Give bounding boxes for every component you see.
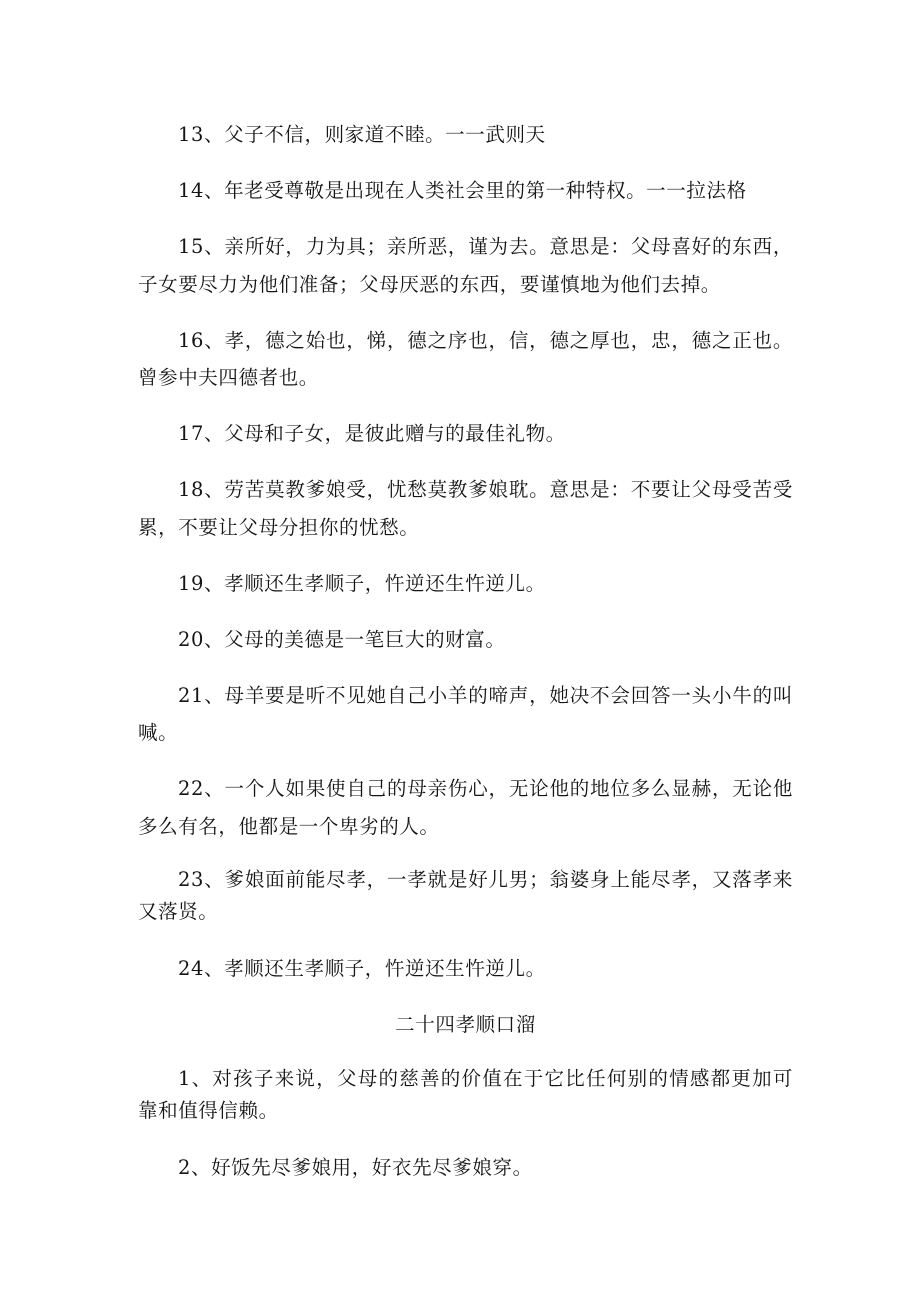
paragraph-15: 15、亲所好，力为具；亲所恶，谨为去。意思是：父母喜好的东西，子女要尽力为他们准备；父母厌恶的东西，要谨慎地为他们去掉。 <box>138 235 793 296</box>
paragraph-24: 24、孝顺还生孝顺子，忤逆还生忤逆儿。 <box>177 956 546 980</box>
paragraph-20: 20、父母的美德是一笔巨大的财富。 <box>177 627 506 651</box>
paragraph-23: 23、爹娘面前能尽孝，一孝就是好儿男；翁婆身上能尽孝，又落孝来又落贤。 <box>138 867 793 923</box>
document-body <box>138 116 793 1205</box>
section-heading: 二十四孝顺口溜 <box>395 1012 536 1036</box>
paragraph-14: 14、年老受尊敬是出现在人类社会里的第一种特权。一一拉法格 <box>177 179 747 202</box>
section-paragraph-2: 2、好饭先尽爹娘用，好衣先尽爹娘穿。 <box>177 1156 533 1179</box>
paragraph-18: 18、劳苦莫教爹娘受，忧愁莫教爹娘耽。意思是：不要让父母受苦受累，不要让父母分担你的忧愁。 <box>138 478 793 539</box>
paragraph-19: 19、孝顺还生孝顺子，忤逆还生忤逆儿。 <box>177 571 546 595</box>
paragraph-22: 22、一个人如果使自己的母亲伤心，无论他的地位多么显赫，无论他多么有名，他都是一个卑劣的人。 <box>138 777 793 838</box>
paragraph-13: 13、父子不信，则家道不睦。一一武则天 <box>177 123 546 146</box>
paragraph-21: 21、母羊要是听不见她自己小羊的啼声，她决不会回答一头小牛的叫喊。 <box>138 683 793 744</box>
paragraph-16: 16、孝，德之始也，悌，德之序也，信，德之厚也，忠，德之正也。曾参中夫四德者也。 <box>138 328 793 389</box>
section-paragraph-1: 1、对孩子来说，父母的慈善的价值在于它比任何别的情感都更加可靠和值得信赖。 <box>138 1067 793 1122</box>
paragraph-17: 17、父母和子女，是彼此赠与的最佳礼物。 <box>177 422 566 445</box>
